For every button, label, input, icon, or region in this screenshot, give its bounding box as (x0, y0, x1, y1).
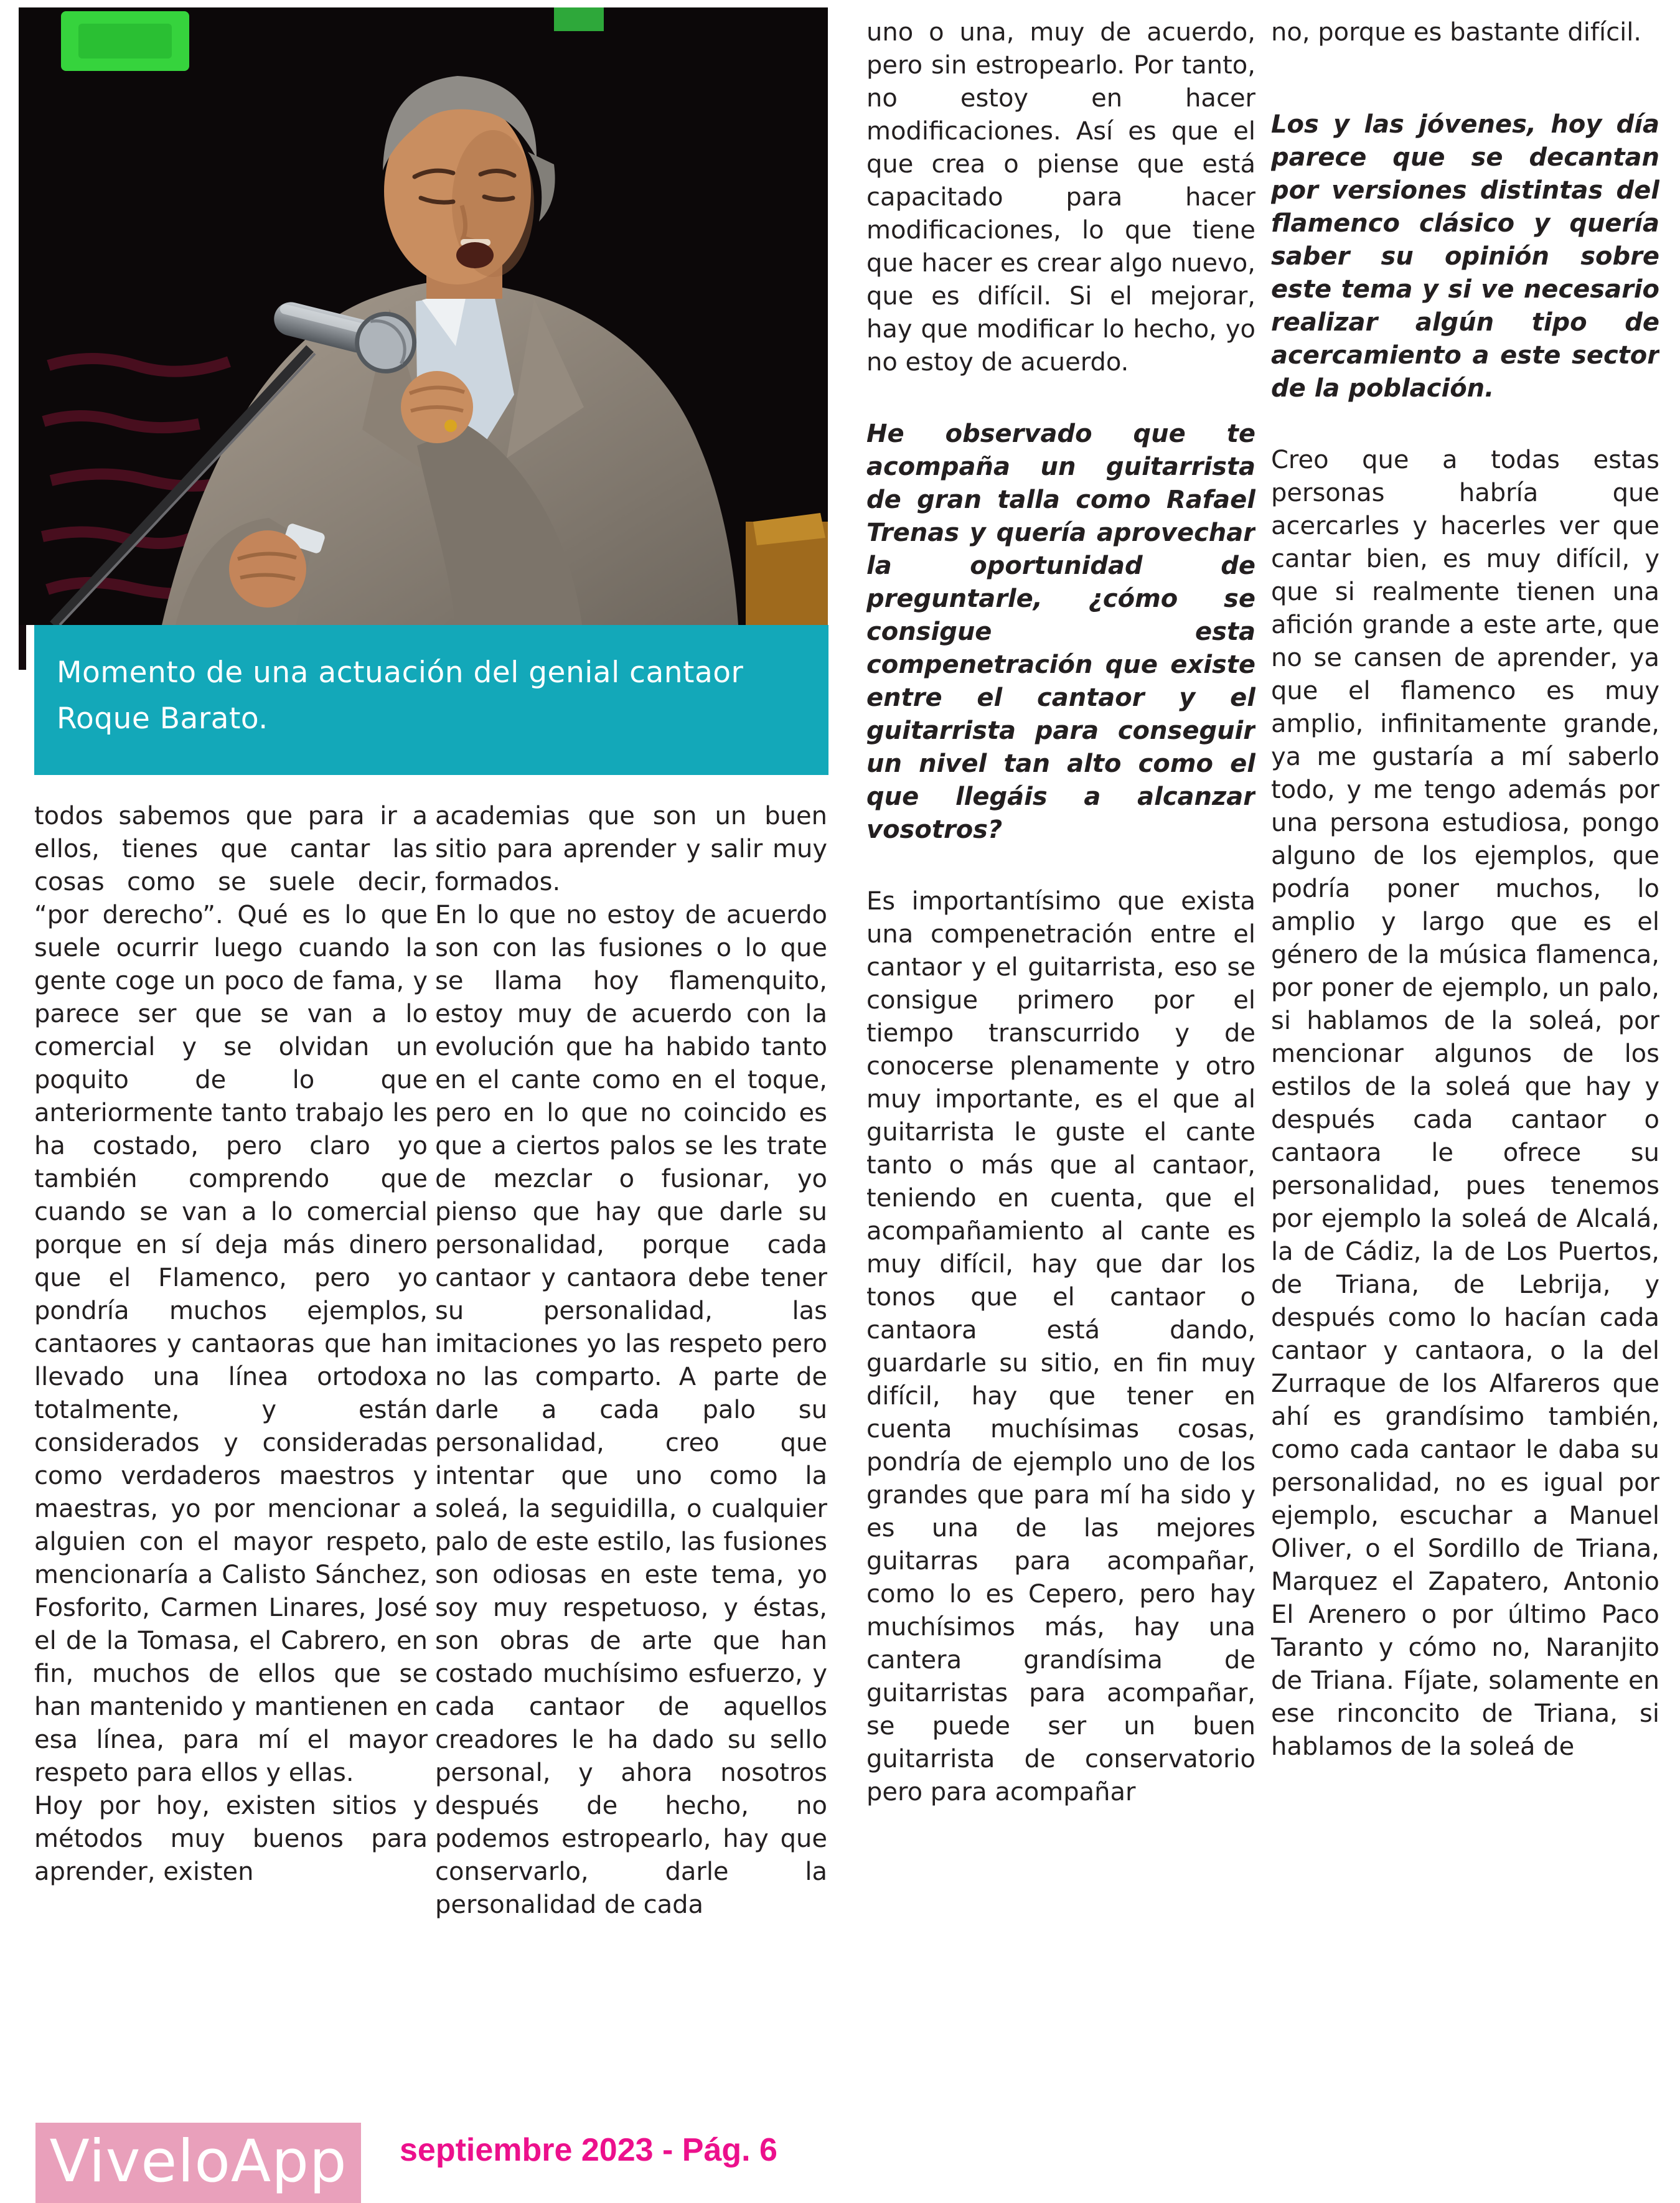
photo-left-edge (19, 625, 26, 670)
left-fist (229, 530, 306, 608)
caption-line-2: Roque Barato. (57, 702, 268, 736)
article-photo (19, 7, 828, 625)
paragraph: Es importantísimo que exista una compenetración entre el cantaor y el guitarrista, eso se consigue primero por el tiempo transcurrido y de conocerse plenamente y otro muy importante, es el que al guitarrista le guste el cante tanto o más que al cantaor, teniendo en cuenta, que el acompañamiento al cante es muy difícil, hay que dar los tonos que el cantaor o cantaora está dando, guardarle su sitio, en fin muy difícil, hay que tener en cuenta muchísimas cosas, pondría de ejemplo uno de los grandes que para mí ha sido y es una de las mejores guitarras para acompañar, como lo es Cepero, pero hay muchísimos más, hay una cantera grandísima de guitarristas para acompañar, se puede ser un buen guitarrista de conservatorio pero para acompañar (866, 887, 1255, 1806)
green-light (554, 7, 604, 31)
caption-line-1: Momento de una actuación del genial cantaor (57, 655, 744, 690)
interview-question: Los y las jóvenes, hoy día parece que se decantan por versiones distintas del flamenco clásico y quería saber su opinión sobre este tema y si ve necesario realizar algún tipo de acercamiento a este sector de la población. (1271, 110, 1659, 403)
paragraph: no, porque es bastante difícil. (1271, 18, 1642, 47)
issue-date-page-number: septiembre 2023 - Pág. 6 (400, 2132, 777, 2168)
singing-mouth (456, 242, 494, 268)
paragraph: uno o una, muy de acuerdo, pero sin estropearlo. Por tanto, no estoy en hacer modificaciones. Así es que el que crea o piense que está capacitado para hacer modificaciones, lo que tiene que hacer es crear algo nuevo, que es difícil. Si el mejorar, hay que modificar lo hecho, yo no estoy de acuerdo. (866, 18, 1255, 377)
photo-caption (34, 625, 828, 775)
gold-ring (444, 420, 457, 432)
interview-question: He observado que te acompaña un guitarrista de gran talla como Rafael Trenas y quería aprovechar la oportunidad de preguntarle, ¿cómo se consigue esta compenetración que existe entre el cantaor y el guitarrista para conseguir un nivel tan alto como el que llegáis a alcanzar vosotros? (866, 420, 1255, 844)
paragraph: Creo que a todas estas personas habría que acercarles y hacerles ver que cantar bien, es muy difícil, y que si realmente tienen una afición grande a este arte, que no se cansen de aprender, ya que el flamenco es muy amplio, infinitamente grande, ya me gustaría a mí saberlo todo, y me tengo además por una persona estudiosa, pongo alguno de los ejemplos, que podría poner muchos, lo amplio y largo que es el género de la música flamenca, por poner de ejemplo, un palo, si hablamos de la soleá, por mencionar algunos de los estilos de la soleá que hay y después cada cantaor o cantaora le ofrece su personalidad, pues tenemos por ejemplo la soleá de Alcalá, la de Cádiz, la de Los Puertos, de Triana, de Lebrija, y después como lo hacían cada cantaor y cantaora, o la del Zurraque de los Alfareros que ahí es grandísimo también, como cada cantaor le daba su personalidad, no es igual por ejemplo, escuchar a Manuel Oliver, o el Sordillo de Triana, Marquez el Zapatero, Antonio El Arenero o por último Paco Taranto y cómo no, Naranjito de Triana. Fíjate, solamente en ese rinconcito de Triana, si hablamos de la soleá de (1271, 446, 1659, 1761)
text-column-4 (1271, 16, 1659, 2176)
vivelo-app-logo-text: ViveloApp (49, 2128, 347, 2196)
vivelo-app-logo (35, 2123, 361, 2203)
text-column-2 (435, 800, 827, 2023)
paragraph: todos sabemos que para ir a ellos, tienes que cantar las cosas como se suele decir, “por derecho”. Qué es lo que suele ocurrir luego cuando la gente coge un poco de fama, y parece ser que se van a lo comercial y se olvidan un poquito de lo que anteriormente tanto trabajo les ha costado, pero claro yo también comprendo que cuando se van a lo comercial porque en sí deja más dinero que el Flamenco, pero yo pondría muchos ejemplos, cantaores y cantaoras que han llevado una línea ortodoxa totalmente, y están considerados y consideradas como verdaderos maestros y maestras, yo por mencionar a alguien con el mayor respeto, mencionaría a Calisto Sánchez, Fosforito, Carmen Linares, José el de la Tomasa, el Cabrero, en fin, muchos de ellos que se han mantenido y mantienen en esa línea, para mí el mayor respeto para ellos y ellas. (34, 802, 428, 1787)
text-column-1 (34, 800, 428, 2023)
paragraph: academias que son un buen sitio para aprender y salir muy formados. (435, 802, 827, 896)
flamenco-singer-photo-illustration (19, 7, 828, 625)
text-column-3 (866, 16, 1255, 2176)
paragraph: Hoy por hoy, existen sitios y métodos muy buenos para aprender, existen (34, 1792, 428, 1886)
paragraph: En lo que no estoy de acuerdo son con las fusiones o lo que se llama hoy flamenquito, estoy muy de acuerdo con la evolución que ha habido tanto en el cante como en el toque, pero en lo que no coincido es que a ciertos palos se les trate de mezclar o fusionar, yo pienso que hay que darle su personalidad, porque cada cantaor y cantaora debe tener su personalidad, las imitaciones yo las respeto pero no las comparto. A parte de darle a cada palo su personalidad, creo que intentar que uno como la soleá, la seguidilla, o cualquier palo de este estilo, las fusiones son odiosas en este tema, yo soy muy respetuoso, y éstas, son obras de arte que han costado muchísimo esfuerzo, y cada cantaor de aquellos creadores le ha dado su sello personal, y ahora nosotros después de hecho, no podemos estropearlo, hay que conservarlo, darle la personalidad de cada (435, 901, 827, 1919)
